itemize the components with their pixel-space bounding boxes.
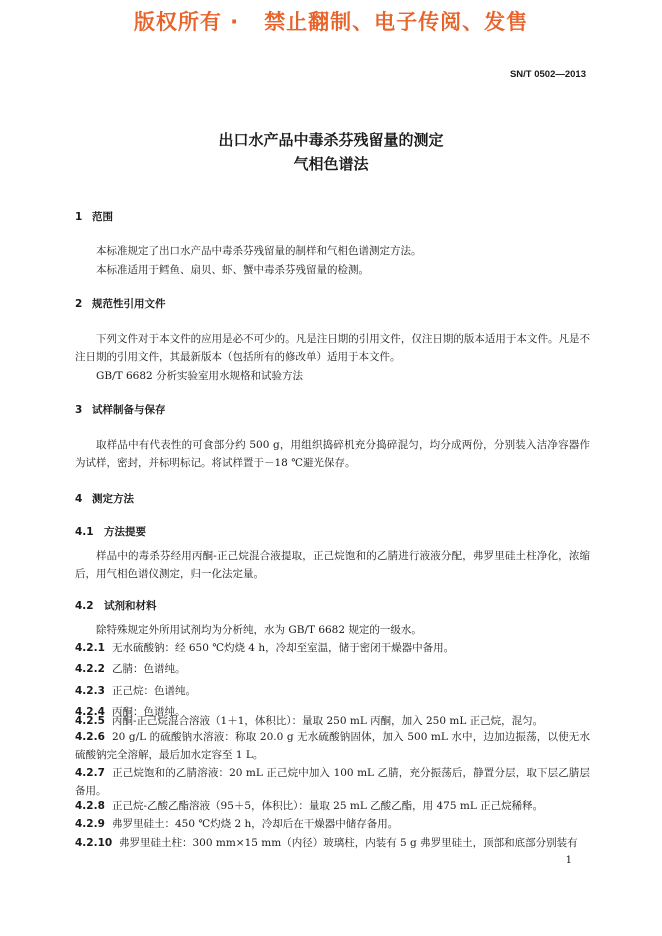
section-2-paragraph-1: 下列文件对于本文件的应用是必不可少的。凡是注日期的引用文件，仅注日期的版本适用于本文件。凡是不注日期的引用文件，其最新版本（包括所有的修改单）适用于本文件。 (75, 333, 590, 363)
section-1-paragraph-2: 本标准适用于鳕鱼、扇贝、虾、蟹中毒杀芬残留量的检测。 (96, 264, 369, 276)
standard-number: SN/T 0502—2013 (509, 69, 586, 80)
section-2-heading: 2 规范性引用文件 (75, 298, 166, 310)
section-1-heading: 1 范围 (75, 211, 113, 223)
document-title (0, 128, 662, 176)
list-item: 4.2.9 弗罗里硅土：450 ℃灼烧 2 h，冷却后在干燥器中储存备用。 (75, 818, 399, 830)
list-item: 4.2.4 丙酮：色谱纯。 (75, 706, 186, 718)
section-4-2-heading: 4.2 试剂和材料 (75, 600, 157, 612)
list-item: 4.2.8 正己烷-乙酸乙酯溶液（95＋5，体积比）：量取 25 mL 乙酸乙酯，用 475 mL 正己烷稀释。 (75, 800, 544, 812)
list-item: 4.2.10 弗罗里硅土柱：300 mm×15 mm（内径）玻璃柱，内装有 5 g 弗罗里硅土，顶部和底部分别装有 (75, 837, 578, 849)
section-4-heading: 4 测定方法 (75, 493, 134, 505)
page-number: 1 (565, 855, 572, 866)
section-4-1-paragraph-1: 样品中的毒杀芬经用丙酮-正己烷混合液提取，正己烷饱和的乙腈进行液液分配，弗罗里硅土柱净化，浓缩后，用气相色谱仪测定，归一化法定量。 (75, 550, 590, 580)
normative-reference: GB/T 6682 分析实验室用水规格和试验方法 (96, 370, 304, 382)
list-item: 4.2.7 正己烷饱和的乙腈溶液：20 mL 正己烷中加入 100 mL 乙腈，充分振荡后，静置分层，取下层乙腈层备用。 (75, 767, 590, 797)
list-item: 4.2.2 乙腈：色谱纯。 (75, 663, 186, 675)
section-1-paragraph-1: 本标准规定了出口水产品中毒杀芬残留量的制样和气相色谱测定方法。 (96, 245, 422, 257)
title-line-1: 出口水产品中毒杀芬残留量的测定 (218, 131, 444, 149)
list-item: 4.2.1 无水硫酸钠：经 650 ℃灼烧 4 h，冷却至室温，储于密闭干燥器中备用。 (75, 642, 455, 654)
list-item: 4.2.6 20 g/L 的硫酸钠水溶液：称取 20.0 g 无水硫酸钠固体，加入 500 mL 水中，边加边振荡，以使无水硫酸钠完全溶解，最后加水定容至 1 L。 (75, 731, 590, 761)
title-line-2: 气相色谱法 (293, 155, 369, 173)
section-3-heading: 3 试样制备与保存 (75, 404, 166, 416)
section-4-2-paragraph-1: 除特殊规定外所用试剂均为分析纯，水为 GB/T 6682 规定的一级水。 (96, 624, 422, 636)
section-4-1-heading: 4.1 方法提要 (75, 526, 146, 538)
list-item: 4.2.3 正己烷：色谱纯。 (75, 685, 196, 697)
section-3-paragraph-1: 取样品中有代表性的可食部分约 500 g，用组织捣碎机充分捣碎混匀，均分成两份，分别装入洁净容器作为试样，密封，并标明标记。将试样置于－18 ℃避光保存。 (75, 439, 590, 469)
copyright-watermark: 版权所有 · 禁止翻制、电子传阅、发售 (133, 10, 529, 34)
list-item: 4.2.5 丙酮-正己烷混合溶液（1＋1，体积比）：量取 250 mL 丙酮，加入 250 mL 正己烷，混匀。 (75, 715, 544, 727)
